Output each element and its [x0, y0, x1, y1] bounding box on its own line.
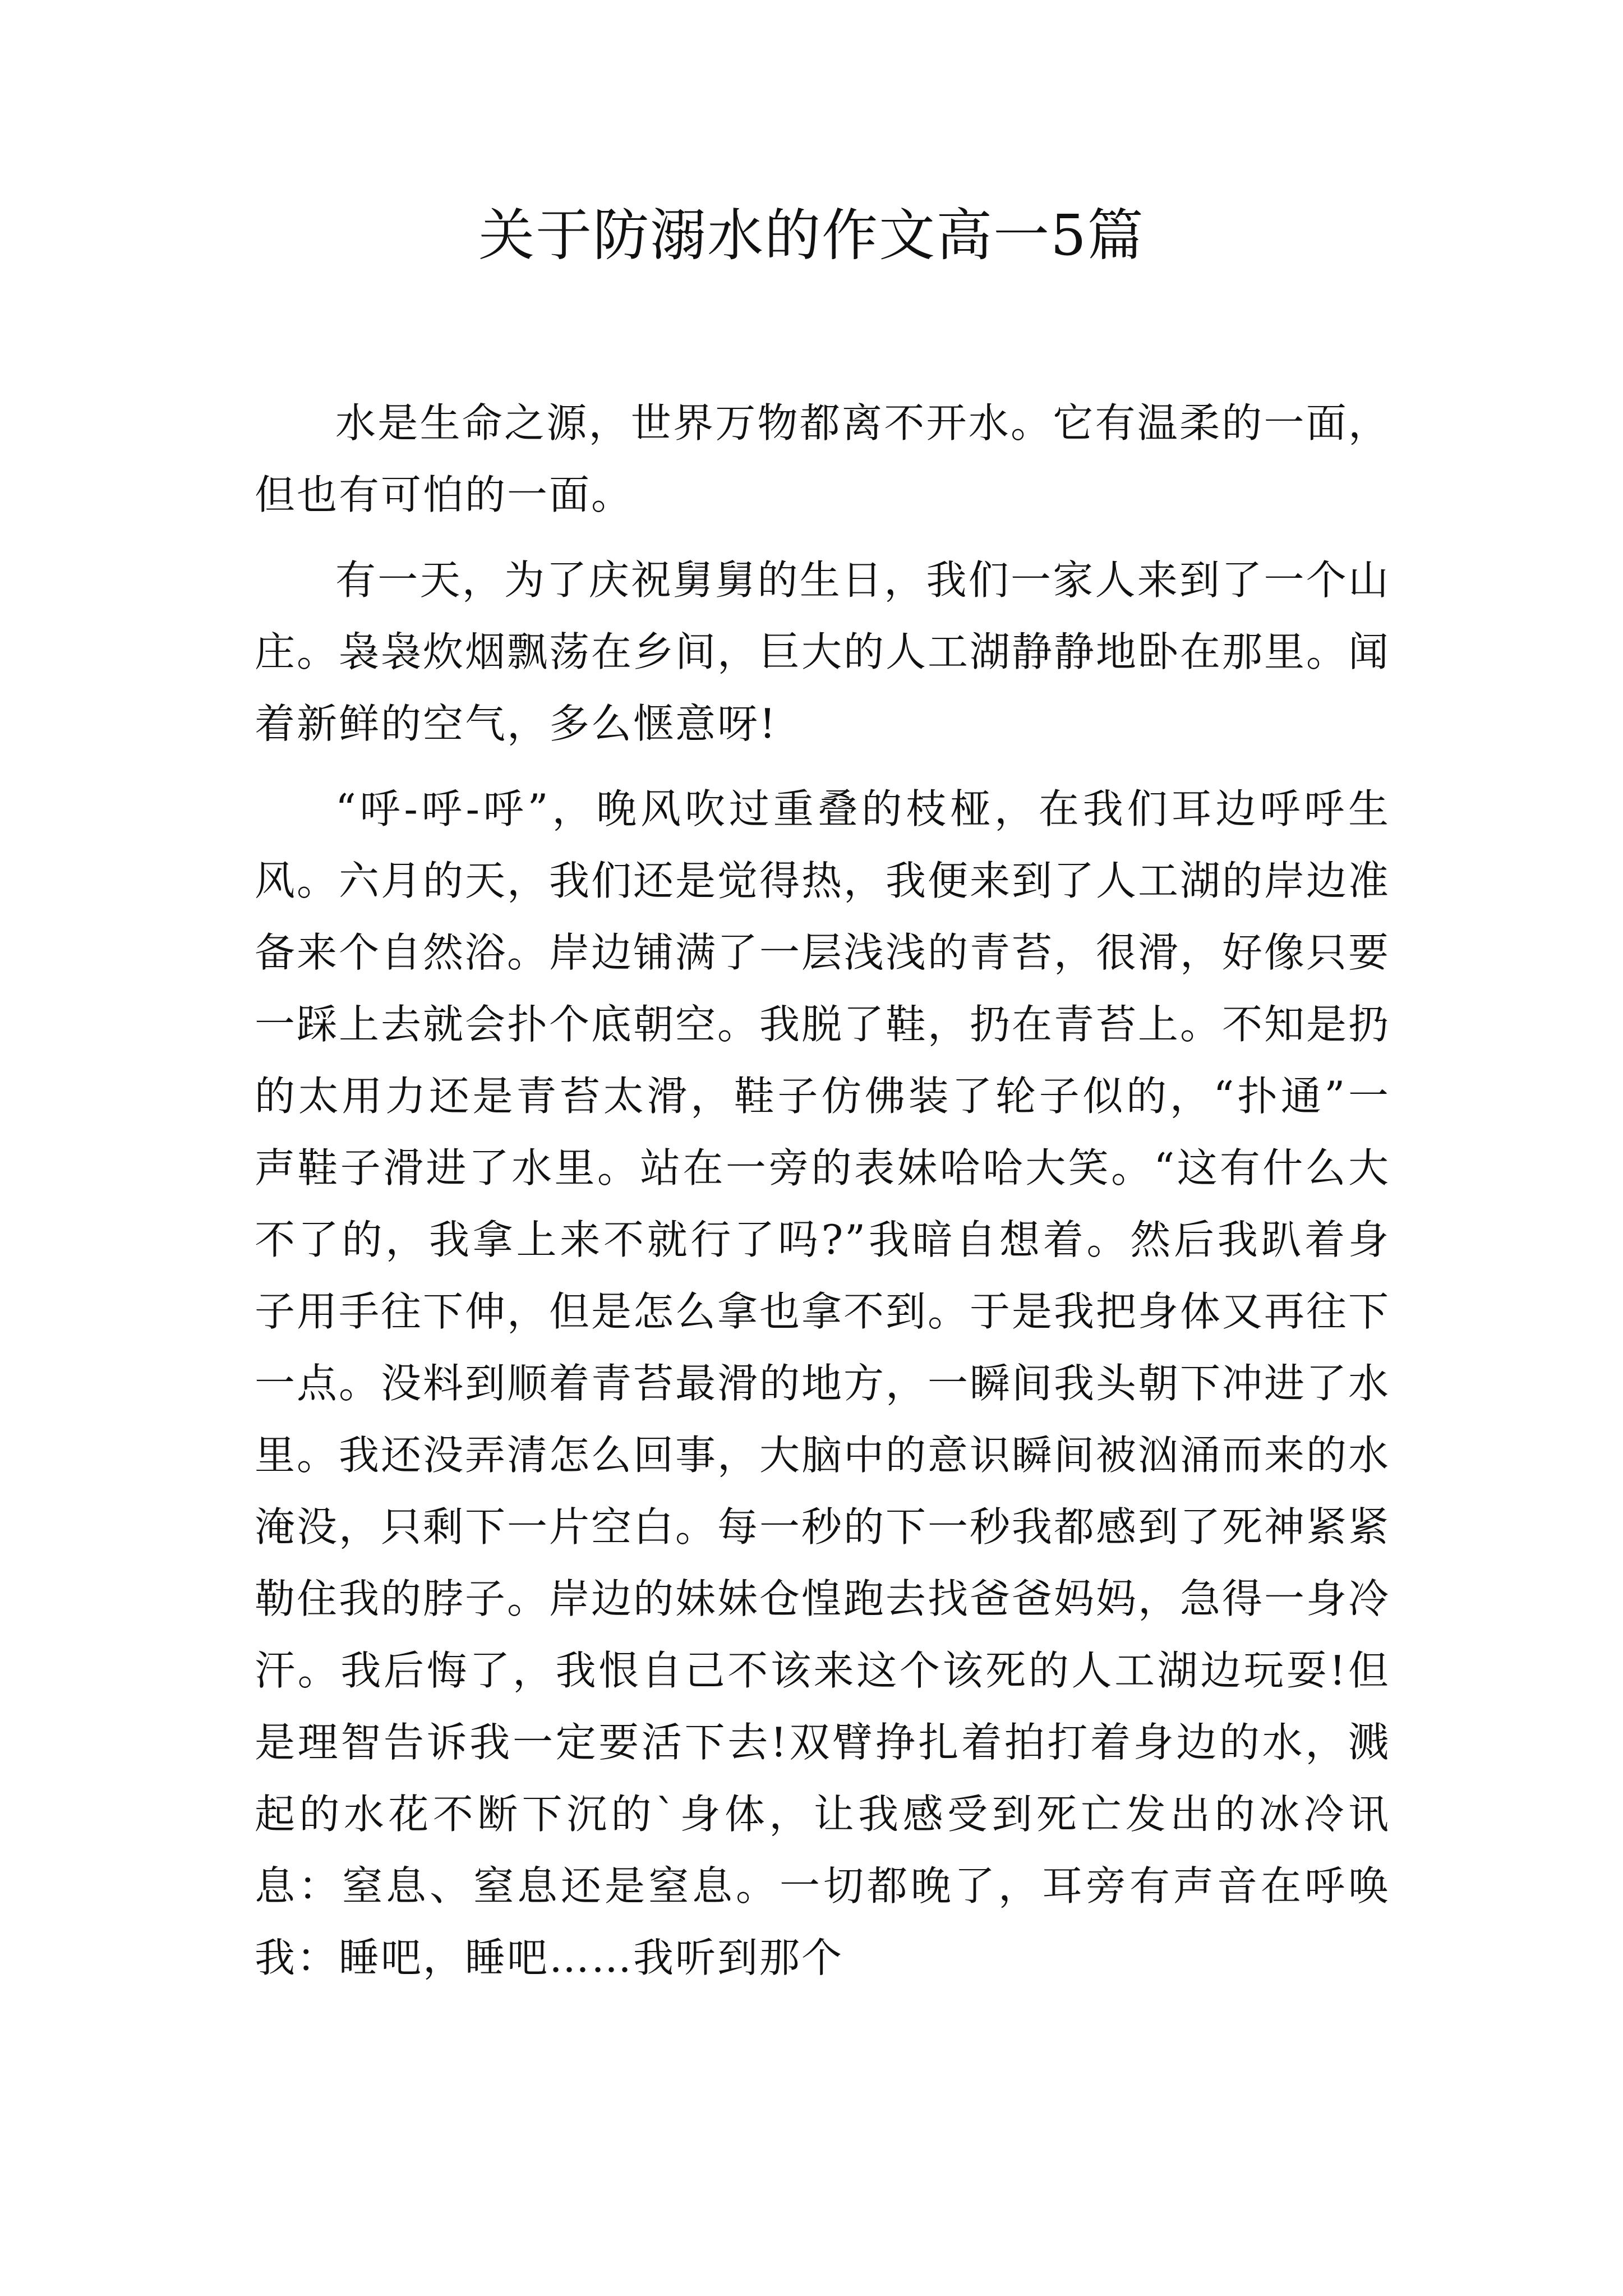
- document-title: 关于防溺水的作文高一5篇: [478, 203, 1145, 268]
- paragraph-3: “呼-呼-呼”，晚风吹过重叠的枝桠，在我们耳边呼呼生风。六月的天，我们还是觉得热，我便来到了人工湖的岸边准备来个自然浴。岸边铺满了一层浅浅的青苔，很滑，好像只要一踩上去就会扑个底朝空。我脱了鞋，扔在青苔上。不知是扔的太用力还是青苔太滑，鞋子仿佛装了轮子似的，“扑通”一声鞋子滑进了水里。站在一旁的表妹哈哈大笑。“这有什么大不了的，我拿上来不就行了吗?”我暗自想着。然后我趴着身子用手往下伸，但是怎么拿也拿不到。于是我把身体又再往下一点。没料到顺着青苔最滑的地方，一瞬间我头朝下冲进了水里。我还没弄清怎么回事，大脑中的意识瞬间被汹涌而来的水淹没，只剩下一片空白。每一秒的下一秒我都感到了死神紧紧勒住我的脖子。岸边的妹妹仓惶跑去找爸爸妈妈，急得一身冷汗。我后悔了，我恨自己不该来这个该死的人工湖边玩耍!但是理智告诉我一定要活下去!双臂挣扎着拍打着身边的水，溅起的水花不断下沉的`身体，让我感受到死亡发出的冰冷讯息：窒息、窒息还是窒息。一切都晚了，耳旁有声音在呼唤我：睡吧，睡吧……我听到那个: [255, 785, 1391, 1981]
- paragraph-2: 有一天，为了庆祝舅舅的生日，我们一家人来到了一个山庄。袅袅炊烟飘荡在乡间，巨大的人工湖静静地卧在那里。闻着新鲜的空气，多么惬意呀!: [255, 556, 1391, 747]
- paragraph-1: 水是生命之源，世界万物都离不开水。它有温柔的一面，但也有可怕的一面。: [255, 399, 1390, 518]
- essay-body: [255, 387, 1390, 1994]
